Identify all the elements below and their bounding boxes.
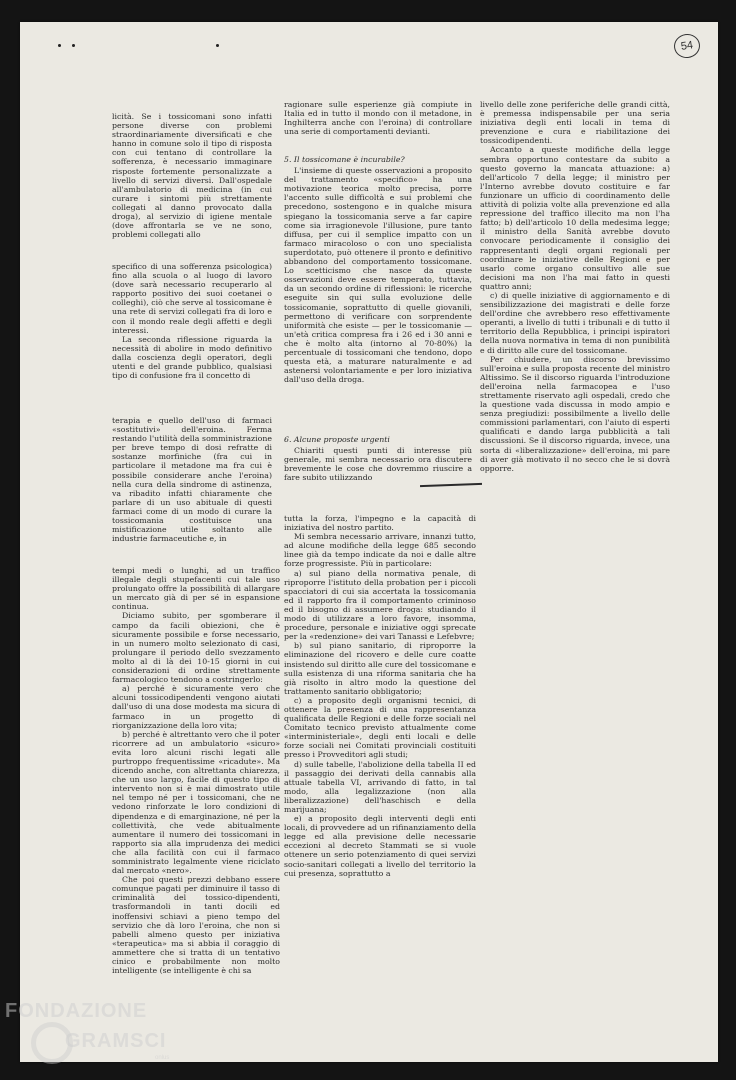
paragraph: terapia e quello dell'uso di farmaci «sostitutivi» dell'eroina. Ferma restando l'utilità della somministrazione per breve tempo di dosi refratte di sostanze morfiniche (fra cui in particolare il metadone ma fra cui è possibile considerare anche l'eroina) nella cura della sindrome di astinenza, va ribadito infatti chiaramente che parlare di un uso abituale di questi farmaci come di un modo di curare la tossicomania costituisce una mistificazione utile soltanto alle industrie farmaceutiche e, in — [112, 416, 272, 544]
paragraph: La seconda riflessione riguarda la necessità di abolire in modo definitivo dalla coscienza degli operatori, degli utenti e del grande pubblico, qualsiasi tipo di confusione fra il concetto di — [112, 334, 272, 381]
paragraph: Mi sembra necessario arrivare, innanzi tutto, ad alcune modifiche della legge 685 secondo linee già da tempo indicate da noi e dalle altre forze progressiste. Più in particolare: — [284, 532, 476, 569]
middle-column-block-4 — [284, 514, 476, 1004]
paragraph: Che poi questi prezzi debbano essere comunque pagati per diminuire il tasso di criminalità del tossico-dipendenti, trasformandoli in tanti docili ed inoffensivi schiavi a pieno tempo del servizio che dà loro l'eroina, che non si pabelli almeno questo per iniziativa «terapeutica» ma si abbia il coraggio di ammettere che si tratta di un tentativo cinico e probabilmente non molto intelligente (se intelligente è chi sa — [112, 875, 280, 976]
paragraph: a) perché è sicuramente vero che alcuni tossicodipendenti vengono aiutati dall'uso di una dose modesta ma sicura di farmaco in un progetto di riorganizzazione della loro vita; — [112, 684, 280, 730]
paragraph: b) perché è altrettanto vero che il poter ricorrere ad un ambulatorio «sicuro» evita loro alcuni rischi legati alle purtroppo frequentissime «ricadute». Ma dicendo anche, con altrettanta chiarezza, che un uso largo, facile di questo tipo di intervento non si è mai dimostrato utile nel tempo né per i tossicomani, che ne vedono rinforzate le loro condizioni di dipendenza e di emarginazione, né per la collettività, che vede abitualmente aumentare il numero dei tossicomani in rapporto sia alla imprudenza dei medici che alla facilità con cui il farmaco somministrato legalmente viene riciclato dal mercato «nero». — [112, 729, 280, 876]
left-column-block-4 — [112, 566, 280, 1006]
paragraph: L'insieme di queste osservazioni a proposito del trattamento «specifico» ha una motivazione teorica molto precisa, porre l'accento sulle difficoltà e sui problemi che precedono, sostengono e in qualche misura spiegano la tossicomania serve a far capire come sia irragionevole l'illusione, pure tanto diffusa, per cui il semplice impatto con un farmaco miracoloso o con uno specialista superdotato, può ottenere il pronto e definitivo abbandono del comportamento tossicomane. Lo scetticismo che nasce da queste osservazioni deve essere temperato, tuttavia, da un secondo ordine di riflessioni: le ricerche eseguite sin qui sulla evoluzione delle tossicomanie, soprattutto di quelle giovanili, permettono di verificare con sorprendente uniformità che esiste — per le tossicomanie — un'età critica compresa fra i 26 ed i 30 anni e che è molto alta (intorno al 70-80%) la percentuale di tossicomani che tendono, dopo questa età, a maturare naturalmente e ad astenersi volontariamente e per loro iniziativa dall'uso della droga. — [284, 166, 472, 385]
paragraph: Diciamo subito, per sgomberare il campo da facili obiezioni, che è sicuramente possibile e forse necessario, in un numero molto selezionato di casi, prolungare il periodo dello svezzamento molto al di là dei 10-15 giorni in cui considerazioni di ordine strettamente farmacologico tendono a costringerlo: — [112, 611, 280, 685]
page-number: 54 — [672, 32, 701, 59]
paragraph: c) di quelle iniziative di aggiornamento e di sensibilizzazione dei magistrati e delle forze dell'ordine che avrebbero reso effettivamente operanti, a livello di tutti i tribunali e di tutto il territorio della Repubblica, i principi ispiratori della nuova normativa in tema di non punibilità e di diritto alle cure del tossicomane. — [480, 290, 670, 355]
paragraph: livello delle zone periferiche delle grandi città, è premessa indispensabile per una seria iniziativa degli enti locali in tema di prevenzione e cura e riabilitazione dei tossicodipendenti. — [480, 100, 670, 146]
paragraph: Accanto a queste modifiche della legge sembra opportuno contestare da subito a questo governo la mancata attuazione: a) dell'articolo 7 della legge; il ministro per l'Interno avrebbe dovuto costituire e far funzionare un ufficio di coordinamento delle attività di polizia volte alla prevenzione ed alla repressione del traffico illecito ma non l'ha fatto; b) dell'articolo 10 della medesima legge; il ministro della Sanità avrebbe dovuto convocare periodicamente il consiglio dei rappresentanti degli organi regionali per coordinare le iniziative delle Regioni e per usarlo come organo consultivo alle sue decisioni ma non l'ha mai fatto in questi quattro anni; — [480, 145, 670, 291]
watermark-text: GRAMSCI — [65, 1030, 167, 1052]
archive-watermark — [5, 1000, 205, 1074]
section-heading: 6. Alcune proposte urgenti — [284, 435, 390, 444]
middle-column-block-2 — [284, 152, 472, 432]
paragraph: b) sul piano sanitario, di riproporre la eliminazione del ricovero e delle cure coatte insistendo sul diritto alle cure del tossicomane e sulla esistenza di una riforma sanitaria che ha già risolto in altro modo la questione del trattamento sanitario obbligatorio; — [284, 641, 476, 696]
watermark-text: onlus — [155, 1055, 170, 1061]
paragraph: Chiariti questi punti di interesse più generale, mi sembra necessario ora discutere brevemente le cose che dovremmo riuscire a fare subito utilizzando — [284, 446, 472, 483]
paragraph: a) sul piano della normativa penale, di riproporre l'istituto della probation per i piccoli spacciatori di cui sia accertata la tossicomania ed il rapporto fra il comportamento criminoso ed il bisogno di assumere droga: studiando il modo di utilizzare a loro favore, insomma, procedure, personale e iniziative oggi sprecate per la «redenzione» dei vari Tanassi e Lefebvre; — [284, 568, 476, 642]
paragraph: licità. Se i tossicomani sono infatti persone diverse con problemi straordinariamente diversificati e che hanno in comune solo il tipo di risposta con cui tentano di controllare la sofferenza, è necessario immaginare risposte fortemente personalizzate a livello di servizi diversi. Dall'ospedale all'ambulatorio di medicina (in cui curare i sintomi più strettamente collegati al danno provocato dalla droga), al servizio di igiene mentale (dove affrontarla se ve ne sono, problemi collegati allo — [112, 112, 272, 240]
left-column-block-3 — [112, 416, 272, 548]
right-column-block-1 — [480, 100, 670, 546]
paragraph: d) sulle tabelle, l'abolizione della tabella II ed il passaggio dei derivati della cannabis alla attuale tabella VI, arrivando di fatto, in tal modo, alla legalizzazione (non alla liberalizzazione) dell'haschisch e della marijuana; — [284, 759, 476, 814]
paragraph: c) a proposito degli organismi tecnici, di ottenere la presenza di una rappresentanza qualificata delle Regioni e delle forze sociali nel Comitato tecnico previsto attualmente come «interministeriale», degli enti locali e delle forze sociali nei Comitati provinciali costituiti presso i Provveditori agli studi; — [284, 695, 476, 760]
middle-column-block-3 — [284, 432, 472, 488]
paragraph: e) a proposito degli interventi degli enti locali, di provvedere ad un rifinanziamento della legge ed alla previsione delle necessarie eccezioni al decreto Stammati se si vuole ottenere un serio potenziamento di quei servizi socio-sanitari collegati a livello del territorio la cui presenza, soprattutto a — [284, 814, 476, 878]
paragraph: tutta la forza, l'impegno e la capacità di iniziativa del nostro partito. — [284, 514, 476, 533]
paragraph: Per chiudere, un discorso brevissimo sull'eroina e sulla proposta recente del ministro Altissimo. Se il discorso riguarda l'introduzione dell'eroina nella farmacopea e l'uso strettamente riservato agli ospedali, credo che la questione vada discussa in modo ampio e senza pregiudizi: possibilmente a livello delle commissioni parlamentari, con l'aiuto di esperti qualificati e dando larga pubblicità a tali discussioni. Se il discorso riguarda, invece, una sorta di «liberalizzazione» dell'eroina, mi pare di aver già motivato il no secco che le si dovrà opporre. — [480, 354, 670, 473]
ink-speck — [58, 44, 61, 47]
middle-column-block-1 — [284, 100, 472, 150]
watermark-text: FONDAZIONE — [5, 1000, 148, 1022]
section-heading: 5. Il tossicomane è incurabile? — [284, 155, 405, 164]
paragraph: specifico di una sofferenza psicologica) fino alla scuola o al luogo di lavoro (dove sarà necessario recuperarlo al rapporto positivo dei suoi coetanei o colleghi), ciò che serve al tossicomane è una rete di servizi collegati fra di loro e con il mondo reale degli affetti e degli interessi. — [112, 262, 272, 335]
ink-speck — [216, 44, 219, 47]
left-column-block-1 — [112, 112, 272, 240]
paragraph: tempi medi o lunghi, ad un traffico illegale degli stupefacenti cui tale uso prolungato offre la possibilità di allargare un mercato già di per sé in espansione continua. — [112, 566, 280, 612]
paragraph: ragionare sulle esperienze già compiute in Italia ed in tutto il mondo con il metadone, in Inghilterra anche con l'eroina) di controllare una serie di comportamenti devianti. — [284, 100, 472, 137]
left-column-block-2 — [112, 262, 272, 388]
ink-speck — [72, 44, 75, 47]
